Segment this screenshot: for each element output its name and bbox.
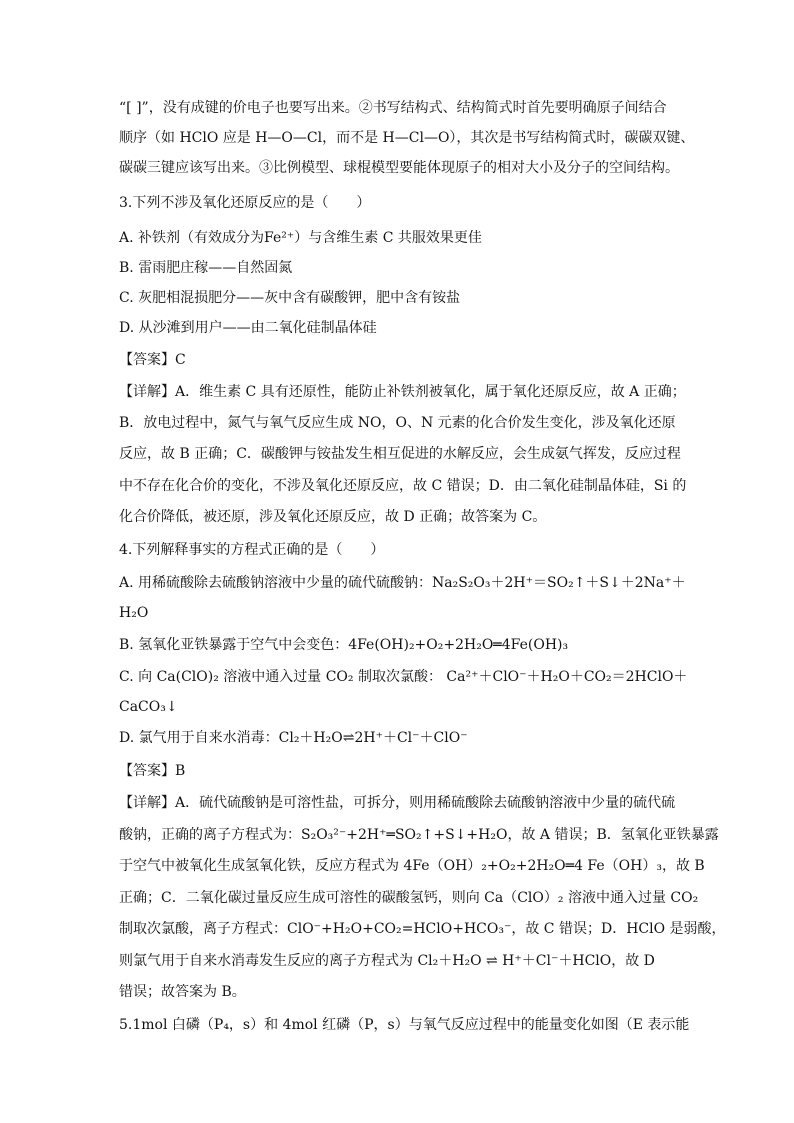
text-line: “[ ]”，没有成键的价电子也要写出来。②书写结构式、结构简式时首先要明确原子间结合: [119, 100, 667, 116]
option-b: B. 氢氧化亚铁暴露于空气中会变色：4Fe(OH)₂+O₂+2H₂O═4Fe(OH)₃: [119, 637, 569, 653]
answer-label: 【答案】B: [119, 763, 186, 779]
explanation-line: 于空气中被氧化生成氢氧化铁，反应方程式为 4Fe（OH）₂+O₂+2H₂O═4 Fe（OH）₃，故 B: [119, 858, 705, 874]
explanation-line: 酸钠，正确的离子方程式为：S₂O₃²⁻+2H⁺═SO₂↑+S↓+H₂O，故 A 错误；B．氢氧化亚铁暴露: [119, 827, 719, 843]
text-line: 碳碳三键应该写出来。③比例模型、球棍模型要能体现原子的相对大小及分子的空间结构。: [119, 160, 679, 176]
text-line: 顺序（如 HClO 应是 H—O—Cl，而不是 H—Cl—O），其次是书写结构简式时，碳碳双键、: [119, 130, 695, 146]
option-a: A. 补铁剂（有效成分为Fe²⁺）与含维生素 C 共服效果更佳: [119, 230, 482, 246]
explanation-line: 错误；故答案为 B。: [119, 984, 246, 1000]
explanation-line: B．放电过程中，氮气与氧气反应生成 NO，O、N 元素的化合价发生变化，涉及氧化还原: [119, 415, 676, 431]
explanation-line: 正确；C．二氧化碳过量反应生成可溶性的碳酸氢钙，则向 Ca（ClO）₂ 溶液中通入过量 CO₂: [119, 890, 699, 906]
option-a: A. 用稀硫酸除去硫酸钠溶液中少量的硫代硫酸钠：Na₂S₂O₃＋2H⁺＝SO₂↑＋S↓＋2Na⁺＋: [119, 575, 686, 591]
option-c: C. 向 Ca(ClO)₂ 溶液中通入过量 CO₂ 制取次氯酸： Ca²⁺＋ClO⁻＋H₂O＋CO₂＝2HClO＋: [119, 669, 688, 685]
question-5-stem: 5.1mol 白磷（P₄，s）和 4mol 红磷（P，s）与氧气反应过程中的能量变化如图（E 表示能: [119, 1017, 690, 1033]
option-a-continued: H₂O: [119, 605, 149, 621]
explanation-line: 【详解】A．硫代硫酸钠是可溶性盐，可拆分，则用稀硫酸除去硫酸钠溶液中少量的硫代硫: [119, 795, 676, 811]
question-3-stem: 3.下列不涉及氧化还原反应的是（ ）: [119, 195, 371, 211]
explanation-line: 中不存在化合价的变化，不涉及氧化还原反应，故 C 错误；D．由二氧化硅制晶体硅，Si 的: [119, 478, 687, 494]
explanation-line: 反应，故 B 正确；C．碳酸钾与铵盐发生相互促进的水解反应，会生成氨气挥发，反应过程: [119, 446, 681, 462]
option-b: B. 雷雨肥庄稼——自然固氮: [119, 260, 293, 276]
explanation-line: 化合价降低，被还原，涉及氧化还原反应，故 D 正确；故答案为 C。: [119, 509, 547, 525]
explanation-line: 则氯气用于自来水消毒发生反应的离子方程式为 Cl₂＋H₂O ⇌ H⁺＋Cl⁻＋HClO，故 D: [119, 953, 655, 969]
option-c: C. 灰肥相混损肥分——灰中含有碳酸钾，肥中含有铵盐: [119, 290, 461, 306]
explanation-line: 制取次氯酸，离子方程式：ClO⁻+H₂O+CO₂=HClO+HCO₃⁻，故 C 错误；D．HClO 是弱酸，: [119, 921, 726, 937]
question-4-stem: 4.下列解释事实的方程式正确的是（ ）: [119, 542, 385, 558]
explanation-line: 【详解】A．维生素 C 具有还原性，能防止补铁剂被氧化，属于氧化还原反应，故 A 正确；: [119, 384, 686, 400]
option-c-continued: CaCO₃↓: [119, 699, 178, 715]
option-d: D. 从沙滩到用户——由二氧化硅制晶体硅: [119, 320, 377, 336]
option-d: D. 氯气用于自来水消毒：Cl₂＋H₂O⇌2H⁺＋Cl⁻＋ClO⁻: [119, 730, 468, 746]
answer-label: 【答案】C: [119, 352, 186, 368]
